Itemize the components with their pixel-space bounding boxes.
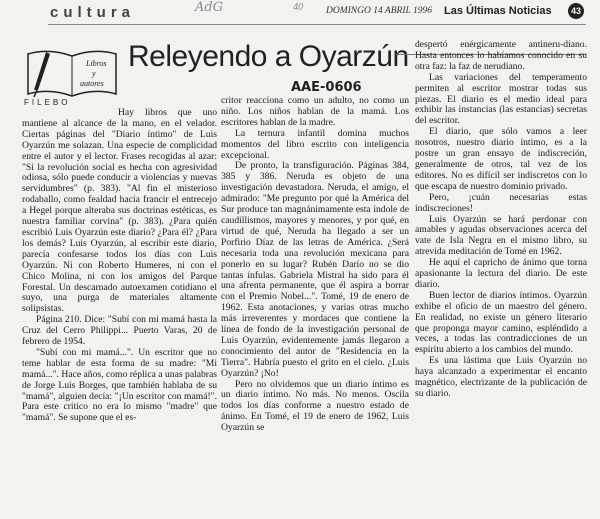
logo-text-libros: Libros	[86, 59, 107, 68]
article-column-1	[22, 108, 217, 516]
section-label: cultura	[50, 4, 136, 21]
page-number-badge: 43	[568, 3, 584, 19]
paragraph: Es una lástima que Luis Oyarzún no haya alcanzado a experimentar el encanto magnético, electrizante de la publicación de su diario.	[415, 355, 587, 399]
paragraph: La ternura infantil domina muchos momentos del libro escrito con inteligencia excepcional.	[221, 127, 409, 161]
newspaper-name: Las Últimas Noticias	[444, 5, 552, 17]
article-title: Releyendo a Oyarzún	[128, 40, 409, 73]
paragraph: critor reacciona como un adulto, no como un niño. Los niños hablan de la mamá. Los escritores hablan de la madre.	[221, 96, 409, 128]
archive-stamp: AAE-0606	[291, 80, 362, 95]
column-name: FILEBO	[24, 98, 71, 107]
handwritten-number: 40	[293, 2, 303, 13]
logo-text-autores: autores	[80, 79, 104, 88]
paragraph: Pero, ¡cuán necesarias estas indiscreciones!	[415, 191, 587, 214]
paragraph: El diario, que sólo vamos a leer nosotros, nuestro diario íntimo, es a la postre un gran ensayo de indiscreción, generalmente de otros, tal vez de los editores. No es difícil ser indiscretos con lo que escapa de nuestro dominio privado.	[415, 126, 587, 192]
publication-date: DOMINGO 14 ABRIL 1996	[326, 6, 432, 16]
article-column-3	[415, 40, 587, 516]
article-column-2	[221, 96, 409, 516]
paragraph: He aquí el capricho de ánimo que torna apasionante la lectura del diario. De este diario.	[415, 257, 587, 290]
book-quill-logo-icon	[24, 44, 120, 100]
paragraph: Página 210. Dice: "Subí con mi mamá hasta la Cruz del Cerro Philippi... Puerto Varas, 20 de febrero de 1954.	[22, 314, 217, 348]
paragraph: Pero no olvidemos que un diario íntimo es un diario íntimo. No más. No menos. Oscila todos los días conforme a nuestro estado de ánimo. En Tomé, el 19 de enero de 1962, Luis Oyarzún se	[221, 378, 409, 434]
paragraph: Hay libros que uno mantiene al alcance de la mano, en el velador. Ciertas páginas del "Diario íntimo" de Luis Oyarzún me solazan. Una especie de complicidad entre el autor y el lector. Frases recogidas al azar: "Si la revolución social es hecha con agresividad odiosa, sólo puede conducir a violencias y nuevas servidumbres" (p. 383). "Al fin el misterioso rodaballo, como fealdad hacia francir el entrecejo a Hegel porque alteraba sus doctrinas estéticas, es nuestra familiar corvina" (p. 383). ¿Para quién escribió Luis Oyarzún este diario? ¿Para él? ¿Para los demás? Luis Oyarzún, al escribir este diario, parecía confesarse todos los días con Luis Oyarzún. Ni con Roberto Humeres, ni con el Chico Molina, ni con los amigos del Parque Forestal. Un descarnado autoexamen cotidiano el suyo, una purga de materiales altamente solipsistas.	[22, 108, 217, 315]
header-divider	[48, 24, 586, 25]
paragraph: Las variaciones del temperamento permiten al escritor mostrar todas sus piezas. El diario es el medio ideal para exhibir las instancias (las estancias) secretas del escritor.	[415, 71, 587, 127]
paragraph: De pronto, la transfiguración. Páginas 384, 385 y 386. Neruda es objeto de una investigación devastadora. Neruda, el amigo, el admirado: "Me pregunto por qué la América del Sur produce tan magnánimamente esta índole de caudillismos, mayores y menores, y por qué, en virtud de qué, Neruda ha llegado a ser un Porfirio Díaz de las letras de América. ¿Será necesaria toda una revolución mexicana para ponerlo en su lugar? Rubén Darío no se dio tantas ínfulas. Gabriela Mistral ha sido para él una afrenta permanente, que él aspira a borrar con el Premio Nobel...". Tomé, 19 de enero de 1962. Esta anotaciones, y varias otras mucho más irreverentes y mordaces que contiene la línea de fondo de la investigación personal de Luis Oyarzún, evidentemente jamás llegaron a conocimiento del autor de "Residencia en la Tierra". Habría puesto el grito en el cielo. ¿Luis Oyarzún? ¡No!	[221, 160, 409, 379]
handwritten-mark: AdG	[195, 0, 224, 15]
paragraph: Buen lector de diarios íntimos. Oyarzún exhibe el oficio de un maestro del género. En realidad, no existe un género literario que proponga mayor camino, espléndido a veces, a todas las contradicciones de un espíritu abierto a los cambios del mundo.	[415, 289, 587, 356]
logo-text-y: y	[92, 69, 96, 78]
paragraph: "Subí con mi mamá...". Un escritor que no teme hablar de esta forma de su madre: "Mi mamá...". Hace años, como réplica a unas palabras de Jorge Luis Borges, que también hablaba de su "mamá", alguien decía: "¡Un escritor con mamá!". Para este crítico no era lo mismo "madre" que "mamá". Se supone que el es-	[22, 346, 217, 424]
paragraph: despertó enérgicamente antineru-diano. Hasta entonces lo habíamos conocido en su otra faz: la faz de nerudiano.	[415, 40, 587, 72]
paragraph: Luis Oyarzún se hará perdonar con amables y agudas observaciones acerca del vate de Isla Negra en el mismo libro, su atrevida meditación de Tomé en 1962.	[415, 213, 587, 258]
